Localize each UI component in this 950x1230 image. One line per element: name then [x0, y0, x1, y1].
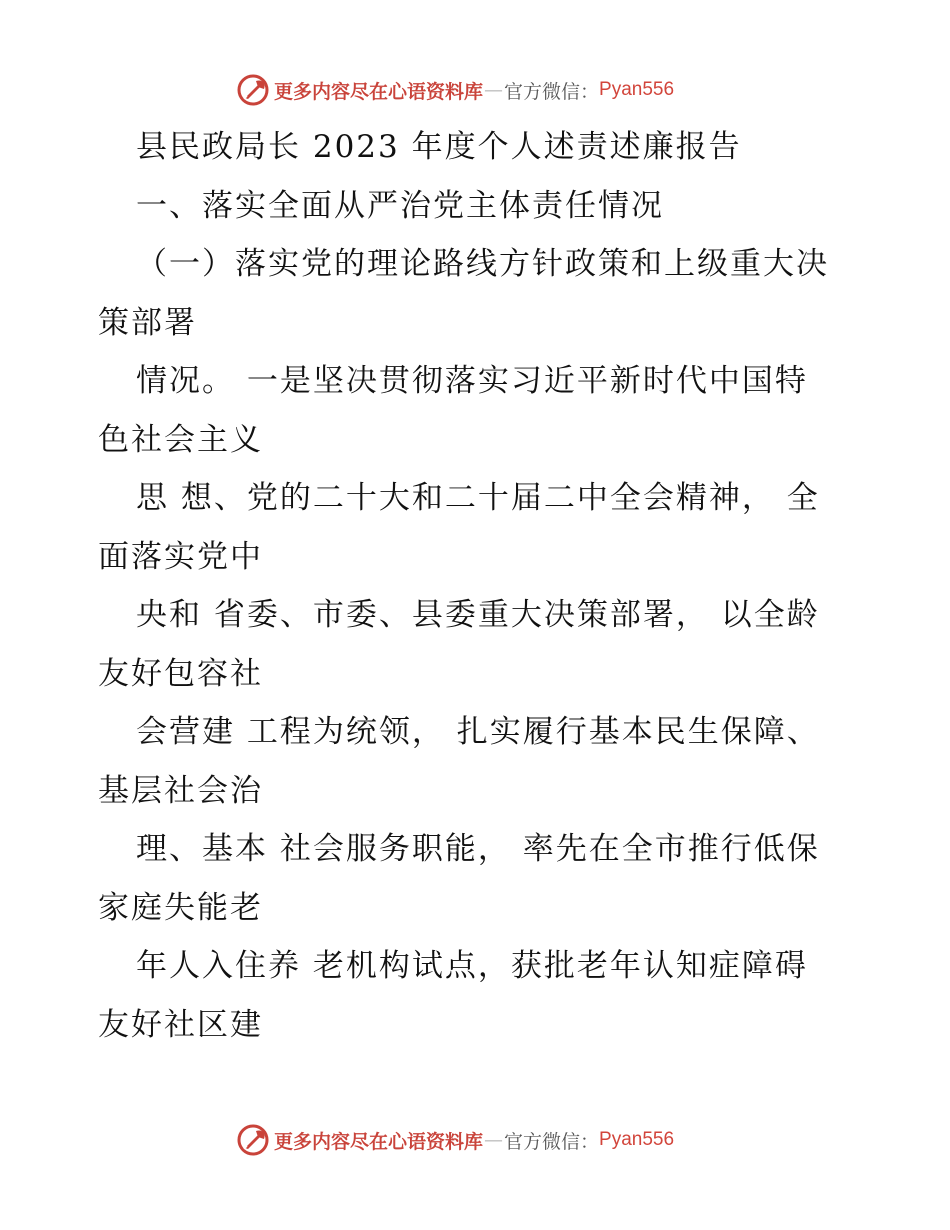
feather-circle-logo-icon	[236, 1123, 270, 1157]
watermark-dash: —	[484, 79, 504, 101]
watermark-wechat-id: Pyan556	[599, 1129, 675, 1150]
watermark-brand: 更多内容尽在心语资料库	[274, 1130, 484, 1153]
paragraph-line: 央和 省委、市委、县委重大决策部署， 以全龄	[136, 597, 820, 633]
document-body	[98, 118, 858, 1054]
paragraph-line: 会营建 工程为统领， 扎实履行基本民生保障、	[136, 714, 820, 750]
section-heading: 一、落实全面从严治党主体责任情况	[136, 187, 664, 224]
paragraph-line: 基层社会治	[98, 772, 263, 809]
paragraph-line: 年人入住养 老机构试点，获批老年认知症障碍	[136, 948, 808, 984]
paragraph-line: 友好包容社	[98, 655, 263, 692]
watermark-brand: 更多内容尽在心语资料库	[274, 80, 484, 103]
subsection-heading-continued: 策部署	[98, 304, 197, 341]
watermark-wechat-label: 官方微信：	[504, 1130, 600, 1153]
paragraph-line: 思 想、党的二十大和二十届二中全会精神， 全	[136, 480, 820, 516]
watermark-wechat-id: Pyan556	[599, 79, 675, 100]
paragraph-line: 面落实党中	[98, 538, 263, 575]
watermark-dash: —	[484, 1129, 504, 1151]
paragraph-line: 情况。 一是坚决贯彻落实习近平新时代中国特	[136, 363, 808, 399]
paragraph-line: 色社会主义	[98, 421, 263, 458]
footer-watermark	[236, 1123, 674, 1157]
subsection-heading: （一）落实党的理论路线方针政策和上级重大决	[136, 246, 829, 282]
document-title: 县民政局长 2023 年度个人述责述廉报告	[136, 129, 742, 165]
feather-circle-logo-icon	[236, 73, 270, 107]
watermark-wechat-label: 官方微信：	[504, 80, 600, 103]
paragraph-line: 理、基本 社会服务职能， 率先在全市推行低保	[136, 831, 820, 867]
paragraph-line: 家庭失能老	[98, 889, 263, 926]
paragraph-line: 友好社区建	[98, 1006, 263, 1043]
header-watermark	[236, 73, 674, 107]
